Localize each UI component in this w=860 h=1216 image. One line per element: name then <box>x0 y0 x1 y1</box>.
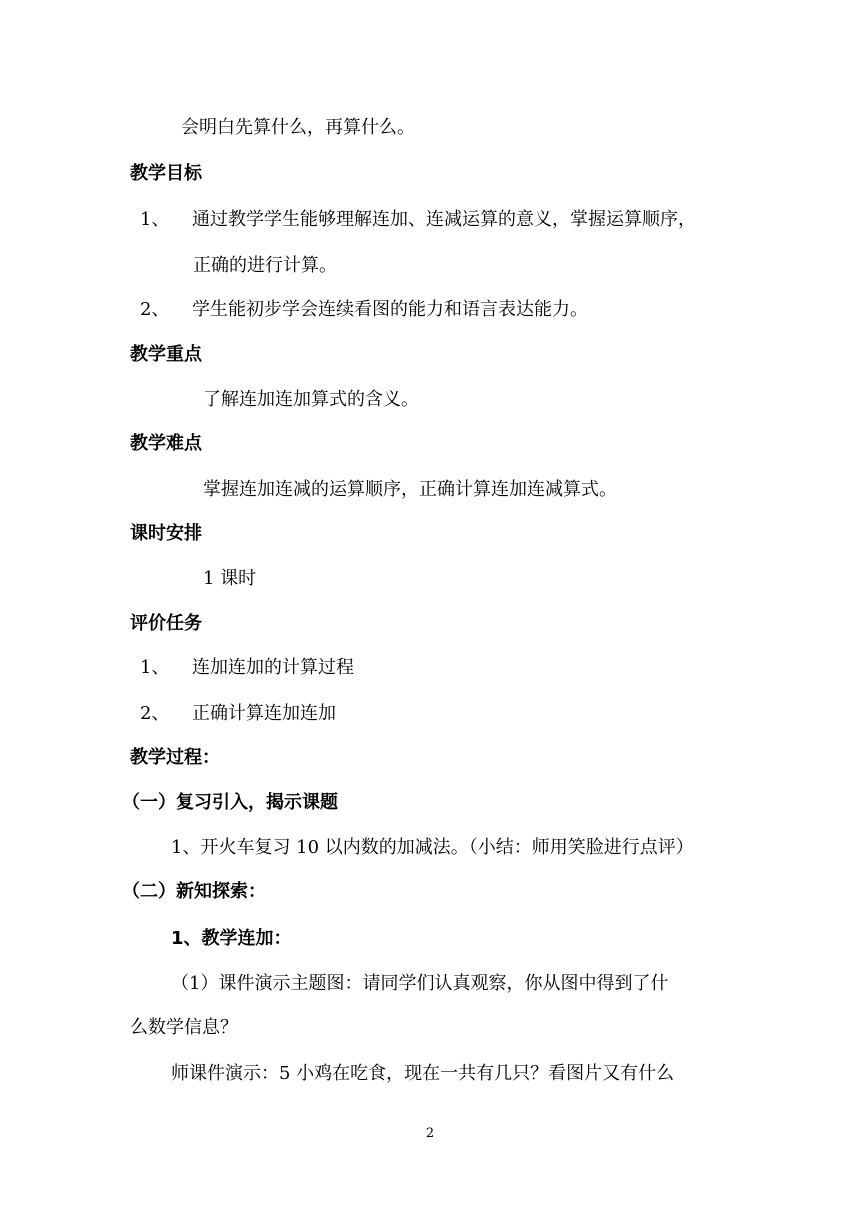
intro-line: 会明白先算什么，再算什么。 <box>181 117 415 138</box>
goal-item-1-number: 1、 <box>140 209 170 230</box>
schedule-text: 1 课时 <box>203 568 257 589</box>
goal-item-2-text: 学生能初步学会连续看图的能力和语言表达能力。 <box>192 299 588 320</box>
goal-item-2-number: 2、 <box>140 299 170 320</box>
difficulty-heading: 教学难点 <box>130 433 202 454</box>
goals-heading: 教学目标 <box>130 163 202 184</box>
para2-line1: 师课件演示：5 小鸡在吃食，现在一共有几只？看图片又有什么 <box>171 1063 675 1084</box>
schedule-heading: 课时安排 <box>130 523 202 544</box>
goal-item-2 <box>140 298 588 322</box>
assessment-item-2-number: 2、 <box>140 703 170 724</box>
assessment-heading: 评价任务 <box>130 613 202 634</box>
section2-heading: （二）新知探索： <box>122 881 266 902</box>
goal-item-1 <box>140 208 696 232</box>
goal-item-1-text: 通过教学学生能够理解连加、连减运算的意义，掌握运算顺序， <box>192 209 696 230</box>
assessment-item-1-text: 连加连加的计算过程 <box>192 657 354 678</box>
assessment-item-1-number: 1、 <box>140 657 170 678</box>
difficulty-text: 掌握连加连减的运算顺序，正确计算连加连减算式。 <box>203 479 617 500</box>
key-heading: 教学重点 <box>130 344 202 365</box>
page-number: 2 <box>425 1126 435 1141</box>
section1-text: 1、开火车复习 10 以内数的加减法。（小结：师用笑脸进行点评） <box>171 837 694 858</box>
para1-line1: （1）课件演示主题图：请同学们认真观察，你从图中得到了什 <box>171 973 669 994</box>
goal-item-1-continuation: 正确的进行计算。 <box>193 255 337 276</box>
para1-line2: 么数学信息？ <box>130 1017 238 1038</box>
sub1-heading: 1、教学连加： <box>171 928 292 949</box>
assessment-item-1 <box>140 656 354 680</box>
section1-heading: （一）复习引入，揭示课题 <box>122 792 338 813</box>
assessment-item-2-text: 正确计算连加连加 <box>192 703 336 724</box>
assessment-item-2 <box>140 702 336 726</box>
process-heading: 教学过程： <box>130 747 220 768</box>
key-text: 了解连加连加算式的含义。 <box>203 389 419 410</box>
